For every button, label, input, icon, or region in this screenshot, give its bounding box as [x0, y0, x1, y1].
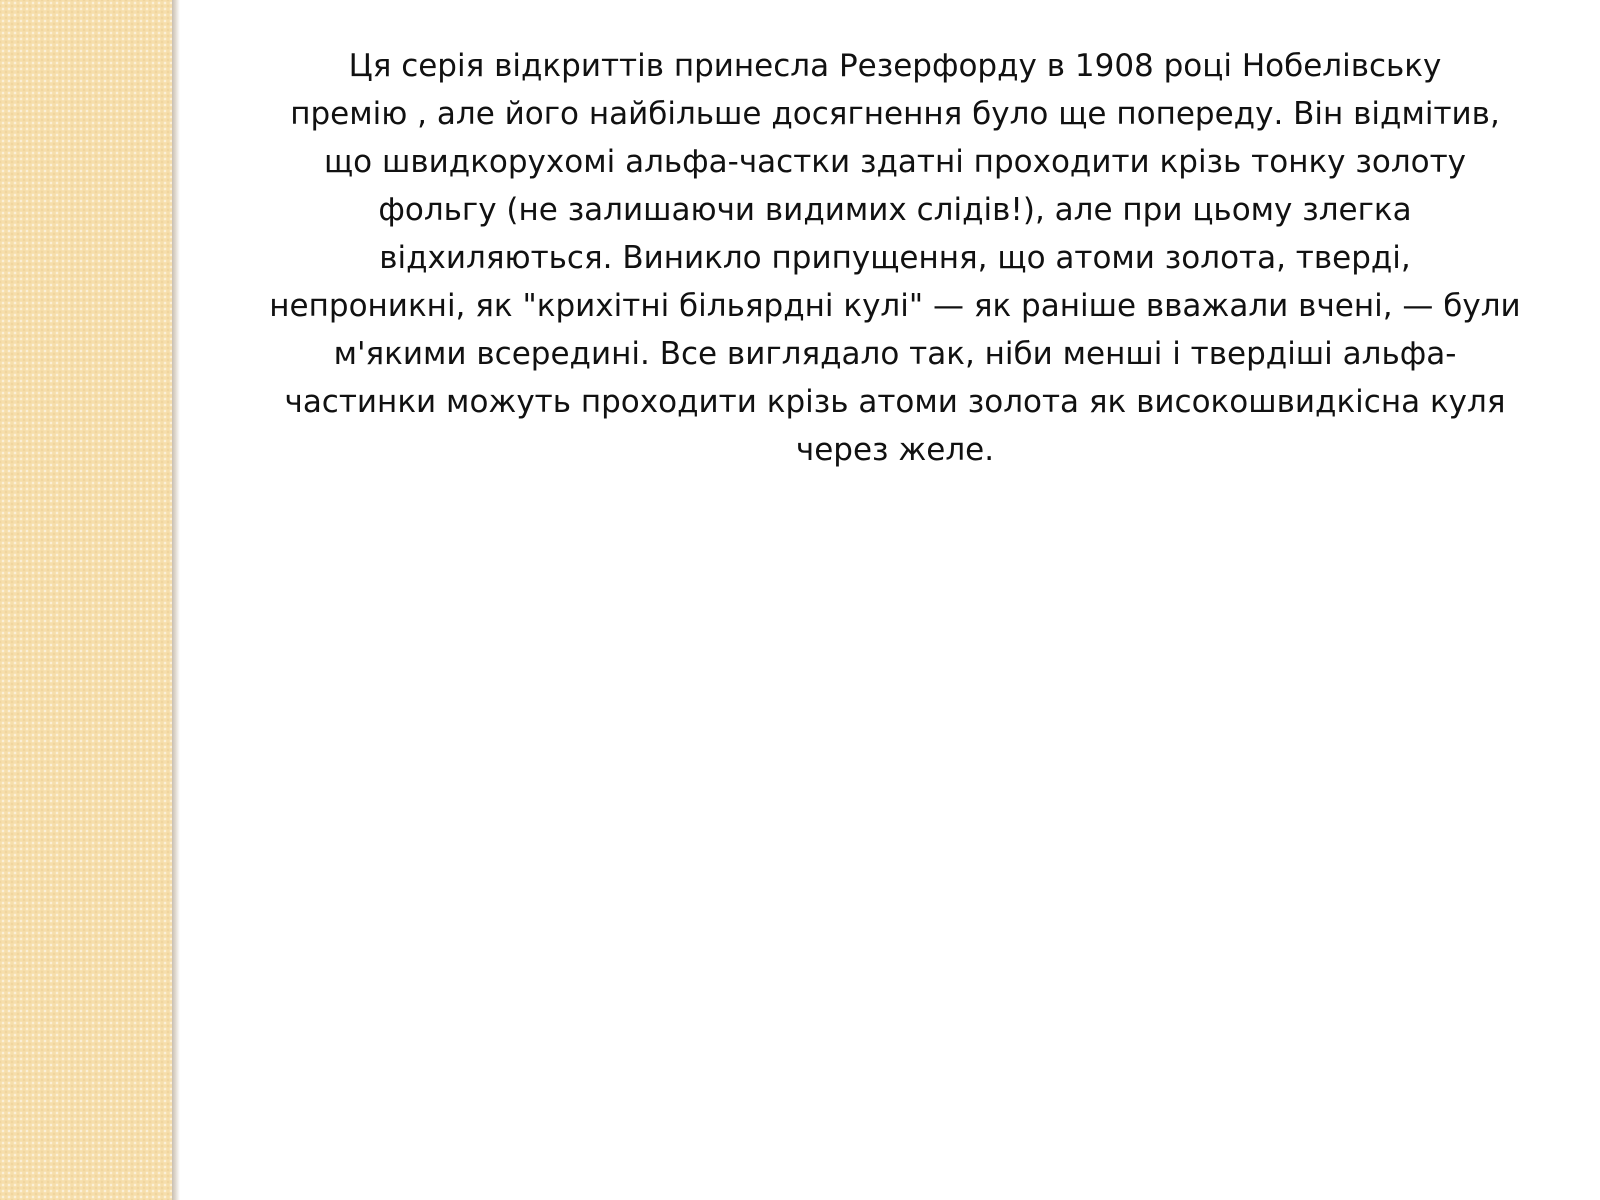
body-text-line: що швидкорухомі альфа-частки здатні проходити крізь тонку золоту	[323, 144, 1467, 180]
body-text-line: відхиляються. Виникло припущення, що атоми золота, тверді,	[379, 240, 1411, 276]
body-text-line: Ця серія відкриттів принесла Резерфорду в 1908 році Нобелівську	[348, 48, 1442, 84]
body-text-line: через желе.	[795, 432, 995, 468]
body-text-line: м'якими всередині. Все виглядало так, ніби менші і твердіші альфа-	[333, 336, 1457, 372]
body-text-line: частинки можуть проходити крізь атоми золота як високошвидкісна куля	[284, 384, 1506, 420]
body-text-line: фольгу (не залишаючи видимих слідів!), але при цьому злегка	[378, 192, 1412, 228]
body-text-line: непроникні, як "крихітні більярдні кулі" — як раніше вважали вчені, — були	[269, 288, 1521, 324]
slide-body-text	[240, 42, 1550, 474]
side-band-shadow	[172, 0, 180, 1200]
body-text-line: премію , але його найбільше досягнення було ще попереду. Він відмітив,	[290, 96, 1500, 132]
decorative-side-band	[0, 0, 172, 1200]
